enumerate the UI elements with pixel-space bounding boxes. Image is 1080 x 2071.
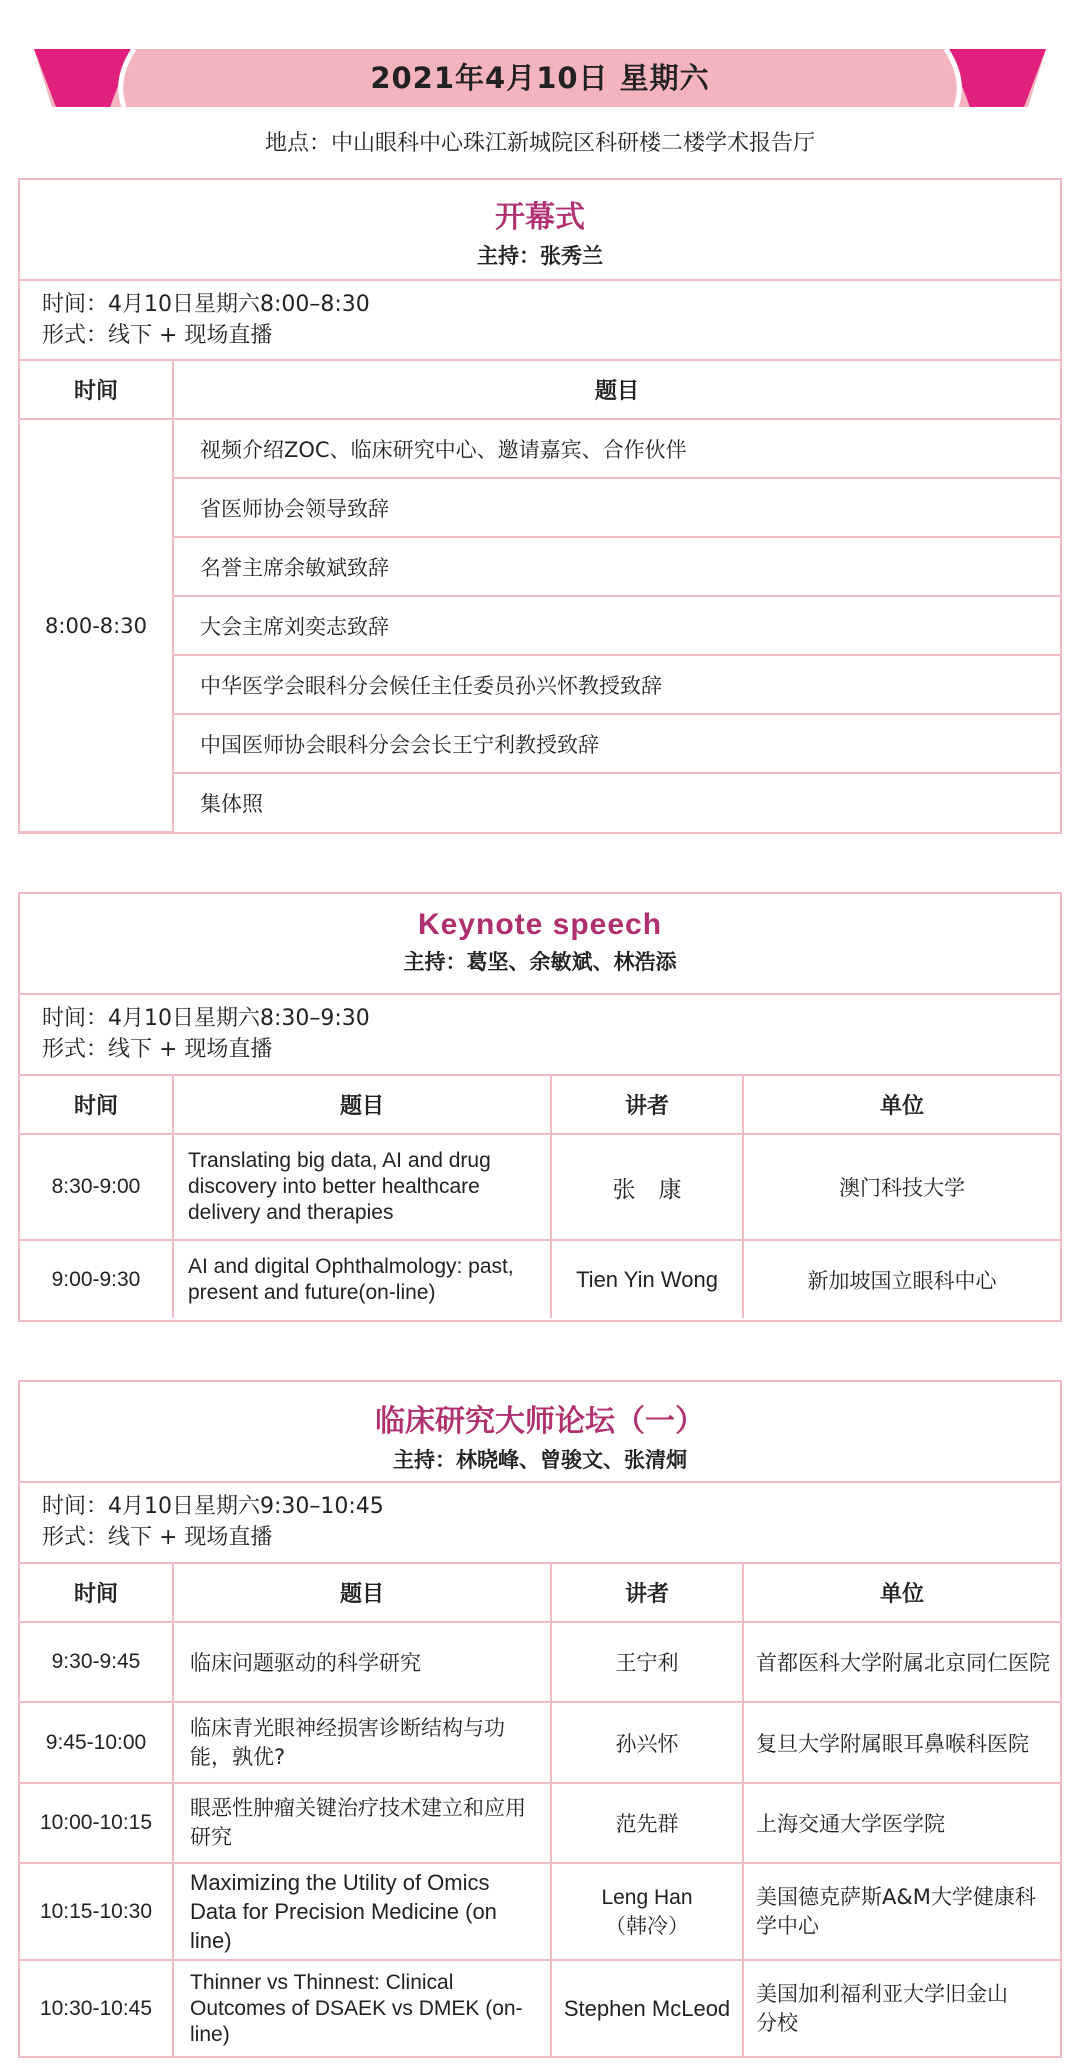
row-unit: 首都医科大学附属北京同仁医院: [743, 1622, 1060, 1702]
keynote-table-header: [20, 1076, 1060, 1134]
forum-section: [18, 1380, 1062, 2058]
keynote-table: [20, 1076, 1060, 1318]
col-topic: 题目: [173, 1076, 551, 1134]
row-topic: Maximizing the Utility of Omics Data for Precision Medicine (on line): [173, 1863, 551, 1960]
opening-item: 中华医学会眼科分会候任主任委员孙兴怀教授致辞: [173, 655, 1060, 714]
table-row: [20, 1622, 1060, 1702]
table-row: [20, 1863, 1060, 1960]
col-time: 时间: [20, 361, 173, 419]
row-topic: 临床问题驱动的科学研究: [173, 1622, 551, 1702]
row-speaker: Stephen McLeod: [551, 1960, 743, 2057]
forum-host: 主持：林晓峰、曾骏文、张清炯: [393, 1448, 687, 1472]
opening-item: 视频介绍ZOC、临床研究中心、邀请嘉宾、合作伙伴: [173, 419, 1060, 478]
table-row: [20, 537, 1060, 596]
row-time: 9:00-9:30: [20, 1240, 173, 1318]
table-row: [20, 1134, 1060, 1240]
table-row: [20, 655, 1060, 714]
keynote-time: 时间：4月10日星期六8:30–9:30: [42, 1006, 370, 1031]
col-topic: 题目: [173, 361, 1060, 419]
row-time: 9:30-9:45: [20, 1622, 173, 1702]
keynote-header: [20, 894, 1060, 995]
row-time: 9:45-10:00: [20, 1702, 173, 1783]
date-title: 2021年4月10日 星期六: [370, 61, 710, 95]
table-row: [20, 419, 1060, 478]
col-unit: 单位: [743, 1564, 1060, 1622]
row-speaker: 王宁利: [551, 1622, 743, 1702]
table-row: [20, 1783, 1060, 1863]
row-unit: 澳门科技大学: [743, 1134, 1060, 1240]
row-speaker: 孙兴怀: [551, 1702, 743, 1783]
row-unit: 美国加利福利亚大学旧金山分校: [743, 1960, 1060, 2057]
row-time: 10:15-10:30: [20, 1863, 173, 1960]
opening-item: 中国医师协会眼科分会会长王宁利教授致辞: [173, 714, 1060, 773]
row-speaker: Leng Han （韩冷）: [551, 1863, 743, 1960]
opening-item: 大会主席刘奕志致辞: [173, 596, 1060, 655]
opening-item: 省医师协会领导致辞: [173, 478, 1060, 537]
opening-table: [20, 361, 1060, 833]
forum-table: [20, 1564, 1060, 2057]
opening-info: [20, 281, 1060, 361]
opening-item: 集体照: [173, 773, 1060, 832]
row-time: 8:30-9:00: [20, 1134, 173, 1240]
table-row: [20, 1240, 1060, 1318]
row-unit: 复旦大学附属眼耳鼻喉科医院: [743, 1702, 1060, 1783]
opening-host: 主持：张秀兰: [477, 244, 603, 268]
forum-table-header: [20, 1564, 1060, 1622]
row-topic: Translating big data, AI and drug discovery into better healthcare delivery and therapies: [173, 1134, 551, 1240]
col-topic: 题目: [173, 1564, 551, 1622]
row-time: 10:00-10:15: [20, 1783, 173, 1863]
row-topic: 眼恶性肿瘤关键治疗技术建立和应用研究: [173, 1783, 551, 1863]
row-speaker: 范先群: [551, 1783, 743, 1863]
row-speaker: 张 康: [551, 1134, 743, 1240]
forum-format: 形式：线下 + 现场直播: [42, 1525, 273, 1550]
opening-header: [20, 180, 1060, 281]
row-unit: 新加坡国立眼科中心: [743, 1240, 1060, 1318]
forum-title: 临床研究大师论坛（一）: [375, 1404, 705, 1439]
table-row: [20, 1702, 1060, 1783]
col-speaker: 讲者: [551, 1076, 743, 1134]
keynote-title: Keynote speech: [417, 908, 663, 941]
keynote-section: [18, 892, 1062, 1322]
opening-item: 名誉主席余敏斌致辞: [173, 537, 1060, 596]
table-row: [20, 596, 1060, 655]
col-time: 时间: [20, 1076, 173, 1134]
row-time: 10:30-10:45: [20, 1960, 173, 2057]
row-speaker: Tien Yin Wong: [551, 1240, 743, 1318]
col-unit: 单位: [743, 1076, 1060, 1134]
table-row: [20, 773, 1060, 832]
row-topic: Thinner vs Thinnest: Clinical Outcomes of DSAEK vs DMEK (on-line): [173, 1960, 551, 2057]
opening-section: [18, 178, 1062, 834]
opening-title: 开幕式: [495, 200, 585, 235]
opening-table-header: [20, 361, 1060, 419]
row-unit: 美国德克萨斯A&M大学健康科学中心: [743, 1863, 1060, 1960]
keynote-info: [20, 995, 1060, 1076]
row-unit: 上海交通大学医学院: [743, 1783, 1060, 1863]
keynote-host: 主持：葛坚、余敏斌、林浩添: [403, 950, 677, 974]
table-row: [20, 478, 1060, 537]
forum-info: [20, 1483, 1060, 1564]
opening-time-slot: 8:00-8:30: [20, 419, 173, 832]
opening-time: 时间：4月10日星期六8:00–8:30: [42, 292, 370, 317]
table-row: [20, 1960, 1060, 2057]
forum-time: 时间：4月10日星期六9:30–10:45: [42, 1494, 384, 1519]
table-row: [20, 714, 1060, 773]
venue-text: 地点：中山眼科中心珠江新城院区科研楼二楼学术报告厅: [264, 131, 815, 156]
row-topic: AI and digital Ophthalmology: past, present and future(on-line): [173, 1240, 551, 1318]
forum-header: [20, 1382, 1060, 1483]
col-speaker: 讲者: [551, 1564, 743, 1622]
date-banner: [34, 49, 1046, 107]
row-topic: 临床青光眼神经损害诊断结构与功能，孰优?: [173, 1702, 551, 1783]
opening-format: 形式：线下 + 现场直播: [42, 323, 273, 348]
col-time: 时间: [20, 1564, 173, 1622]
keynote-format: 形式：线下 + 现场直播: [42, 1037, 273, 1062]
